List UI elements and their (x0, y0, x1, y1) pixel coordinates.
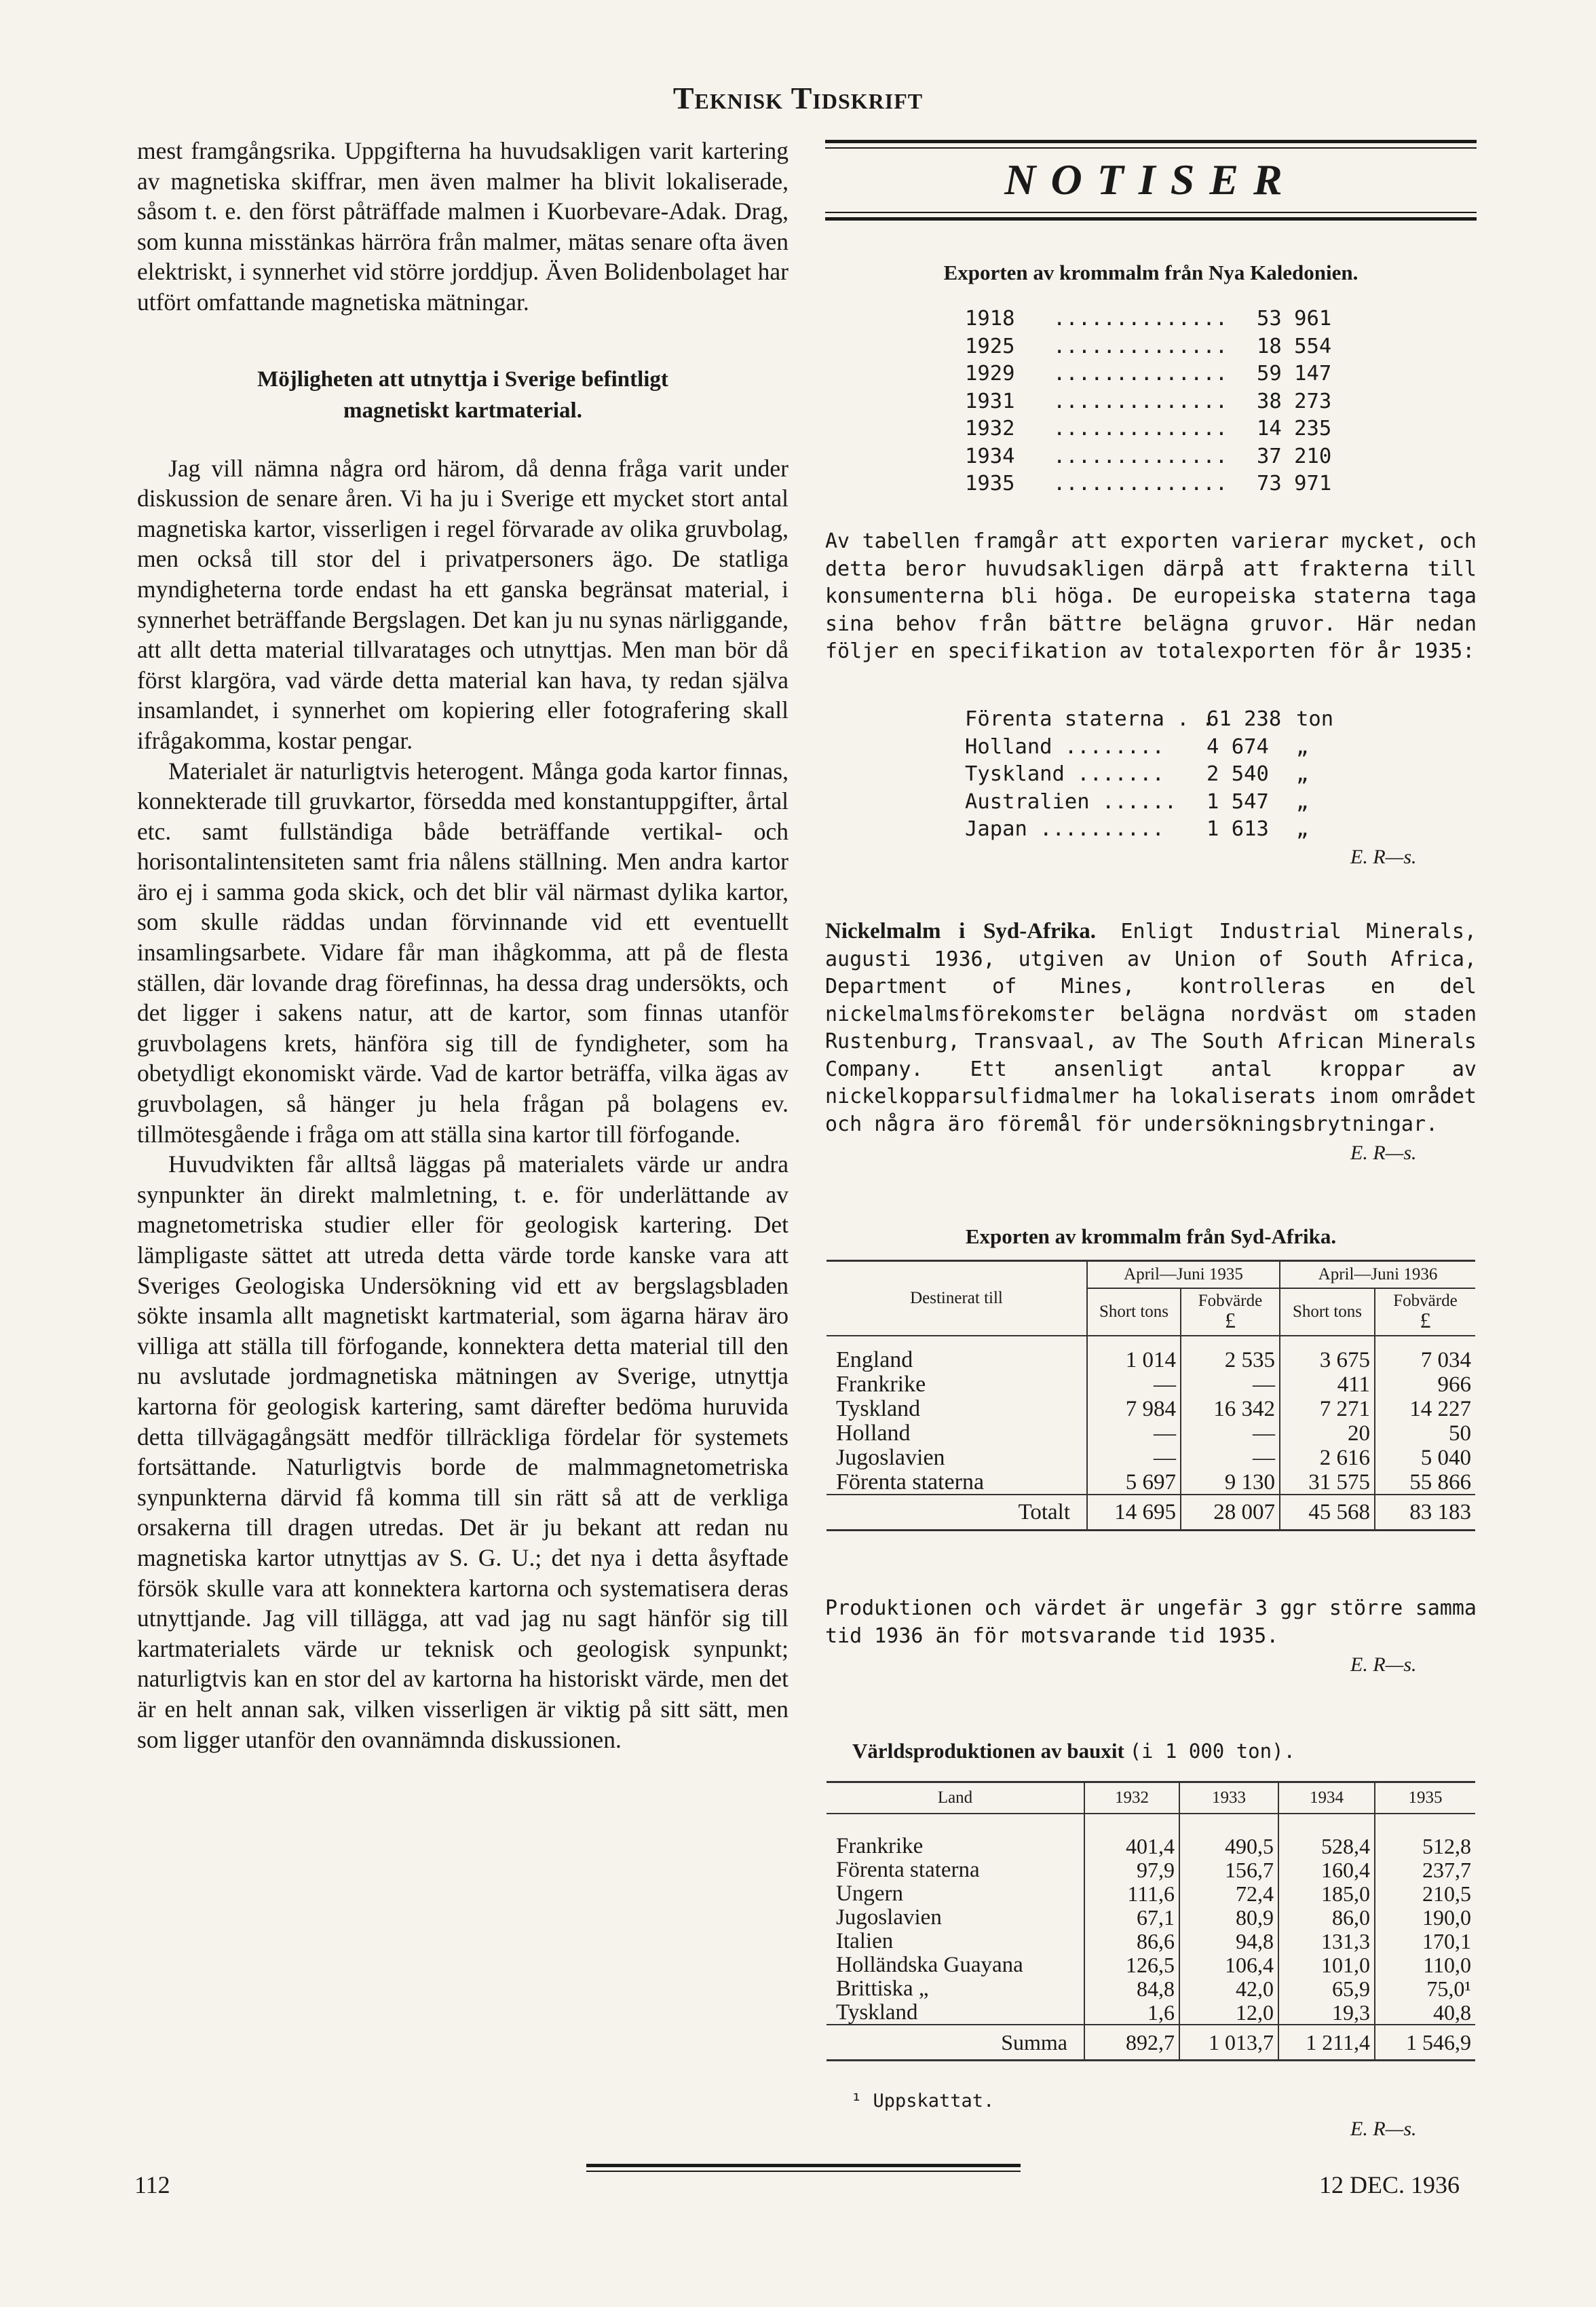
spec-row (965, 817, 1345, 844)
footer-rule-top (586, 2164, 1021, 2167)
paragraph-3: Materialet är naturligtvis heterogent. Många goda kartor finnas, konnekterade till gruvkartor, försedda med konstantuppgifter, årtal etc. samt fullständiga både beträffande vertikal- och horisontalintensiteten samt fria nålens ställning. Men andra kartor äro ej i samma goda skick, och det blir väl närmast dylika kartor, som skulle räddas undan förvinnande vid ett eventuellt insamlingsarbete. Vidare får man ihågkomma, att på de flesta ställen, där lovande drag förefinnas, ha dessa drag undersökts, och det ligger i sakens natur, att de kartor, som finnas utanför gruvbolagens krets, hänföra sig till de fyndigheter, som ha obetydligt ekonomiskt värde. Vad de kartor beträffa, vilka ägas av gruvbolagen, så hänger ju hela frågan på bolagens ev. tillmötesgående i fråga om att ställa sina kartor till förfogande. (137, 757, 788, 1148)
year-cell: 1931 (965, 389, 1015, 413)
spec-row (965, 790, 1345, 817)
note1-text: Av tabellen framgår att exporten varierar mycket, och detta beror huvudsakligen därpå att frakterna till konsumenterna bli höga. De europeiska staterna taga sina behov från bättre belägna gruvor. Här nedan följer en specifikation av totalexporten för år 1935: (825, 529, 1477, 663)
note2-text (825, 918, 1477, 1138)
note4-signature: E. R—s. (1350, 2118, 1417, 2140)
footer-rule-bottom (586, 2171, 1021, 2172)
unit-cell: „ (1296, 817, 1309, 841)
value-cell: — (1181, 1372, 1280, 1396)
note2-lead: Nickelmalm i Syd-Afrika. (825, 919, 1096, 943)
table-row (826, 1953, 1475, 1976)
value-cell: 126,5 (1084, 1953, 1179, 1976)
sum-label: Summa (1001, 2029, 1067, 2055)
country-cell: Australien ...... (965, 789, 1177, 814)
value-cell: 18 554 (1257, 334, 1332, 358)
table-row (826, 1929, 1475, 1953)
spec-row (965, 735, 1345, 762)
value-cell: 190,0 (1375, 1905, 1475, 1929)
col-fob-1936: Fobvärde £ (1375, 1288, 1475, 1336)
total-a: 14 695 (1087, 1495, 1181, 1531)
country-name: Förenta staterna (836, 1858, 980, 1882)
country-name: Holländska Guayana (836, 1953, 1023, 1977)
value-cell: 111,6 (1084, 1881, 1179, 1905)
table-row (826, 1469, 1475, 1495)
year-row (965, 445, 1345, 472)
year-row (965, 390, 1345, 417)
table-row (826, 1396, 1475, 1421)
dot-leader: .............. (1053, 362, 1228, 386)
section-heading: Möjligheten att utnyttja i Sverige befintligt magnetiskt kartmaterial. (257, 367, 668, 423)
value-cell: 19,3 (1278, 2000, 1375, 2025)
notiser-rules-bottom (825, 212, 1477, 221)
value-cell: 1 547 (1206, 789, 1269, 814)
table-row (826, 2000, 1475, 2025)
value-cell: 55 866 (1375, 1469, 1475, 1495)
country-cell: Förenta staterna . . (965, 707, 1215, 731)
year-cell: 1925 (965, 334, 1015, 358)
table-row (826, 1336, 1475, 1372)
table-row (826, 1445, 1475, 1469)
value-cell: 7 271 (1280, 1396, 1375, 1421)
total-d: 83 183 (1375, 1495, 1475, 1531)
value-cell: 59 147 (1257, 362, 1332, 386)
note3-text: Produktionen och värdet är ungefär 3 ggr större samma tid 1936 än för motsvarande tid 1935. (825, 1596, 1477, 1648)
table-row (826, 1858, 1475, 1881)
year-row (965, 417, 1345, 444)
value-cell: 106,4 (1179, 1953, 1278, 1976)
note1-title: Exporten av krommalm från Nya Kaledonien. (943, 261, 1358, 284)
value-cell: 97,9 (1084, 1858, 1179, 1881)
year-cell: 1918 (965, 307, 1015, 331)
country-name: Brittiska „ (836, 1976, 929, 2001)
value-cell: 160,4 (1278, 1858, 1375, 1881)
country-cell: Holland ........ (965, 734, 1164, 759)
value-cell: 401,4 (1084, 1814, 1179, 1858)
col-year-1932: 1932 (1084, 1782, 1179, 1814)
col-short-tons-1935: Short tons (1087, 1288, 1181, 1336)
paragraph-4: Huvudvikten får alltså läggas på materialets värde ur andra synpunkter än direkt malmletning, t. e. för underlättande av magnetometriska studier eller för geologisk kartering. Det lämpligaste sättet att utreda detta värde torde kanske vara att Sveriges Geologiska Undersökning vid ett av bergslagsbladen sökte insamla allt magnetiskt kartmaterial, som ägarna härav äro villiga att ställa till förfogande, konnektera detta material till den nu avslutade jordmagnetiska mätningen av Sverige, utnyttja kartorna för geologisk kartering, samt därefter bedöma huruvida detta tillvägagångsätt medför tillräckliga fördelar för systemets fortsättande. Naturligtvis borde de malmmagnetometriska synpunkterna därvid få komma till sin rätt så att de verkliga orsakerna till dragen utredas. Det är ju bekant att redan nu magnetiska kartor utnyttjas av S. G. U.; det nya i detta åsyftade försök skulle vara att konnektera kartorna och systematisera deras utnyttjande. Jag vill tillägga, att vad jag nu sagt hänför sig till kartmaterialets värde ur teknisk och geologisk synpunkt; naturligtvis kan en stor del av kartorna ha historiskt värde, men det är en helt annan sak, vilken visserligen är viktig på sitt sätt, men som ligger utanför den ovannämnda diskussionen. (137, 1150, 788, 1753)
value-cell: 237,7 (1375, 1858, 1475, 1881)
value-cell: 3 675 (1280, 1336, 1375, 1372)
note2-body: Enligt Industrial Minerals, augusti 1936, utgiven av Union of South Africa, Department of Mines, kontrolleras en del nickelmalmsförekomster belägna nordväst om staden Rustenburg, Transvaal, av The South African Minerals Company. Ett ansenligt antal kroppar av nickelkopparsulfidmalmer ha lokaliserats inom området och några äro föremål för undersökningsbrytningar. (825, 920, 1477, 1136)
year-cell: 1932 (965, 417, 1015, 440)
value-cell: 411 (1280, 1372, 1375, 1396)
col-destinerat: Destinerat till (910, 1289, 1003, 1307)
value-cell: 80,9 (1179, 1905, 1278, 1929)
value-cell: 101,0 (1278, 1953, 1375, 1976)
paragraph-2: Jag vill nämna några ord härom, då denna fråga varit under diskussion de senare åren. Vi ha ju i Sverige ett mycket stort antal magnetiska kartor, visserligen i regel förvarade av olika gruvbolag, men också till stor del i privatpersoners ägo. De statliga myndigheterna torde endast ha ett ganska begränsat material, i synnerhet beträffande Bergslagen. Det kan ju nu synas närliggande, att allt detta material tillvaratages och utnyttjas. Men man bör då först klargöra, vad värde detta material kan hava, ty redan själva insamlandet, i synnerhet om kopiering eller fotografering skall ifrågakomma, kostar pengar. (137, 454, 788, 754)
col-short-tons-1936: Short tons (1280, 1288, 1375, 1336)
value-cell: 5 697 (1087, 1469, 1181, 1495)
note4-title: Världsproduktionen av bauxit (i 1 000 ton). (852, 1739, 1296, 1763)
year-row (965, 307, 1345, 334)
country-name: Frankrike (836, 1834, 924, 1858)
value-cell: 2 535 (1181, 1336, 1280, 1372)
value-cell: 94,8 (1179, 1929, 1278, 1953)
value-cell: 966 (1375, 1372, 1475, 1396)
destination-name: Tyskland (836, 1396, 921, 1421)
value-cell: 42,0 (1179, 1976, 1278, 2000)
value-cell: 9 130 (1181, 1469, 1280, 1495)
left-column (137, 136, 788, 1755)
dot-leader: .............. (1053, 307, 1228, 331)
value-cell: 14 227 (1375, 1396, 1475, 1421)
notiser-title: NOTISER (1004, 155, 1297, 204)
country-name: Italien (836, 1929, 894, 1953)
value-cell: — (1087, 1445, 1181, 1469)
dot-leader: .............. (1053, 334, 1228, 358)
col-year-1934: 1934 (1278, 1782, 1375, 1814)
value-cell: 73 971 (1257, 472, 1332, 495)
value-cell: 38 273 (1257, 389, 1332, 413)
year-cell: 1934 (965, 444, 1015, 468)
spec-row (965, 707, 1345, 734)
period-1936: April—Juni 1936 (1280, 1261, 1475, 1289)
issue-date: 12 DEC. 1936 (1319, 2171, 1460, 2198)
value-cell: 7 034 (1375, 1336, 1475, 1372)
unit-cell: „ (1296, 789, 1309, 814)
note3-signature: E. R—s. (1350, 1653, 1417, 1676)
value-cell: 1 613 (1206, 817, 1269, 841)
value-cell: 5 040 (1375, 1445, 1475, 1469)
value-cell: 512,8 (1375, 1814, 1475, 1858)
period-1935: April—Juni 1935 (1087, 1261, 1280, 1289)
value-cell: — (1087, 1421, 1181, 1445)
note4-footnote: ¹ Uppskattat. (851, 2090, 995, 2112)
value-cell: — (1087, 1372, 1181, 1396)
spec-row (965, 762, 1345, 789)
year-cell: 1929 (965, 362, 1015, 386)
value-cell: 65,9 (1278, 1976, 1375, 2000)
total-c: 45 568 (1280, 1495, 1375, 1531)
value-cell: — (1181, 1445, 1280, 1469)
value-cell: 67,1 (1084, 1905, 1179, 1929)
table-row (826, 1372, 1475, 1396)
value-cell: 1,6 (1084, 2000, 1179, 2025)
table-row (826, 1881, 1475, 1905)
sum-1932: 892,7 (1084, 2025, 1179, 2061)
value-cell: 156,7 (1179, 1858, 1278, 1881)
value-cell: 4 674 (1206, 734, 1269, 759)
note3-table (826, 1260, 1475, 1531)
value-cell: 12,0 (1179, 2000, 1278, 2025)
year-cell: 1935 (965, 472, 1015, 495)
unit-cell: ton (1296, 707, 1334, 731)
dot-leader: .............. (1053, 417, 1228, 440)
dot-leader: .............. (1053, 444, 1228, 468)
table-row (826, 1976, 1475, 2000)
page-number: 112 (134, 2171, 170, 2198)
col-land: Land (937, 1788, 973, 1807)
dot-leader: .............. (1053, 472, 1228, 495)
value-cell: 20 (1280, 1421, 1375, 1445)
unit-cell: „ (1296, 734, 1309, 759)
country-name: Jugoslavien (836, 1905, 942, 1930)
total-b: 28 007 (1181, 1495, 1280, 1531)
value-cell: 110,0 (1375, 1953, 1475, 1976)
value-cell: 37 210 (1257, 444, 1332, 468)
col-fob-1935: Fobvärde £ (1181, 1288, 1280, 1336)
destination-name: England (836, 1347, 913, 1372)
country-cell: Japan .......... (965, 817, 1164, 841)
notiser-rules-top (825, 140, 1477, 149)
value-cell: 16 342 (1181, 1396, 1280, 1421)
value-cell: 72,4 (1179, 1881, 1278, 1905)
journal-header: Teknisk Tidskrift (672, 81, 924, 115)
note4-table (826, 1781, 1475, 2061)
value-cell: 170,1 (1375, 1929, 1475, 1953)
value-cell: 1 014 (1087, 1336, 1181, 1372)
year-row (965, 362, 1345, 389)
sum-1935: 1 546,9 (1375, 2025, 1475, 2061)
value-cell: 2 616 (1280, 1445, 1375, 1469)
paragraph-1: mest framgångsrika. Uppgifterna ha huvudsakligen varit kartering av magnetiska skiffrar, men även malmer ha blivit lokaliserade, såsom t. e. den först påträffade malmen i Kuorbevare-Adak. Drag, som kunna misstänkas härröra från malmer, mätas senare ofta även elektriskt, i synnerhet vid större jorddjup. Även Bolidenbolaget har utfört omfattande magnetiska mätningar. (137, 137, 788, 316)
destination-name: Holland (836, 1421, 911, 1446)
value-cell: 53 961 (1257, 307, 1332, 331)
value-cell: 528,4 (1278, 1814, 1375, 1858)
sum-1933: 1 013,7 (1179, 2025, 1278, 2061)
country-name: Ungern (836, 1881, 903, 1906)
destination-name: Jugoslavien (836, 1445, 945, 1470)
value-cell: 7 984 (1087, 1396, 1181, 1421)
country-cell: Tyskland ....... (965, 762, 1164, 786)
table-row (826, 1814, 1475, 1858)
value-cell: 40,8 (1375, 2000, 1475, 2025)
value-cell: 131,3 (1278, 1929, 1375, 1953)
table-row (826, 1421, 1475, 1445)
total-label: Totalt (1018, 1499, 1070, 1524)
value-cell: 31 575 (1280, 1469, 1375, 1495)
value-cell: 84,8 (1084, 1976, 1179, 2000)
value-cell: 490,5 (1179, 1814, 1278, 1858)
value-cell: 210,5 (1375, 1881, 1475, 1905)
unit-cell: „ (1296, 762, 1309, 786)
value-cell: 75,0¹ (1375, 1976, 1475, 2000)
value-cell: 14 235 (1257, 417, 1332, 440)
note2-signature: E. R—s. (1350, 1142, 1417, 1164)
year-row (965, 472, 1345, 499)
value-cell: 61 238 (1206, 707, 1282, 731)
col-year-1933: 1933 (1179, 1782, 1278, 1814)
destination-name: Frankrike (836, 1372, 926, 1397)
dot-leader: .............. (1053, 389, 1228, 413)
note1-signature: E. R—s. (1350, 846, 1417, 868)
col-year-1935: 1935 (1375, 1782, 1475, 1814)
value-cell: 185,0 (1278, 1881, 1375, 1905)
note3-title: Exporten av krommalm från Syd-Afrika. (965, 1224, 1337, 1248)
table-row (826, 1905, 1475, 1929)
value-cell: — (1181, 1421, 1280, 1445)
value-cell: 2 540 (1206, 762, 1269, 786)
country-name: Tyskland (836, 2000, 918, 2025)
sum-1934: 1 211,4 (1278, 2025, 1375, 2061)
value-cell: 86,0 (1278, 1905, 1375, 1929)
destination-name: Förenta staterna (836, 1469, 985, 1495)
year-row (965, 335, 1345, 362)
value-cell: 50 (1375, 1421, 1475, 1445)
value-cell: 86,6 (1084, 1929, 1179, 1953)
